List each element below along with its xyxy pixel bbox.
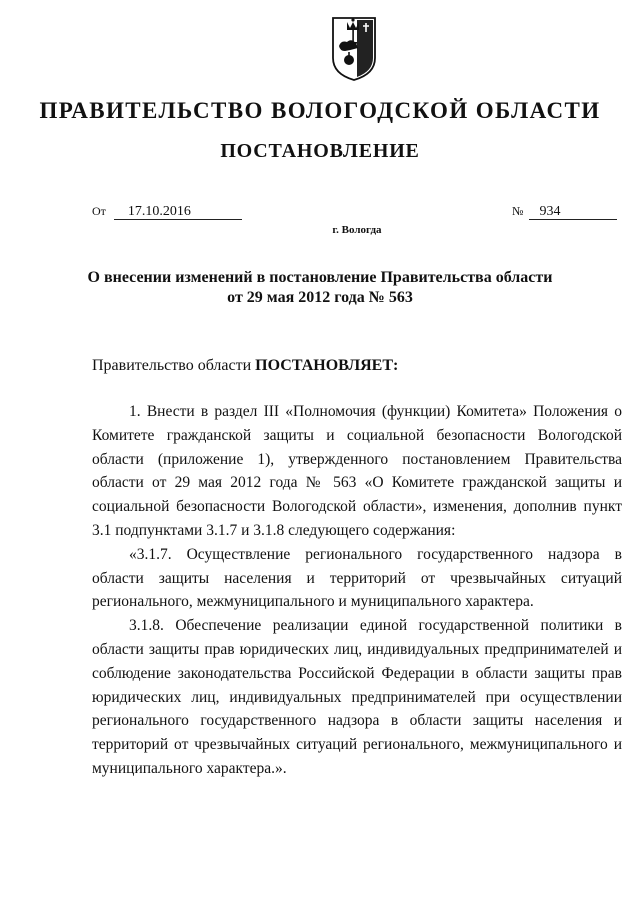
government-title: ПРАВИТЕЛЬСТВО ВОЛОГОДСКОЙ ОБЛАСТИ [39, 98, 601, 123]
date-value: 17.10.2016 [114, 204, 242, 220]
preamble [92, 357, 398, 375]
number-sign: № [512, 204, 524, 218]
document-body [92, 400, 622, 781]
paragraph: 1. Внести в раздел III «Полномочия (функции) Комитета» Положения о Комитете гражданской защиты и социальной безопасности Вологодской области (приложение 1), утвержденного постановлением Правительства области от 29 мая 2012 года № 563 «О Комитете гражданской защиты и социальной безопасности Вологодской области», изменения, дополнив пункт 3.1 подпунктами 3.1.7 и 3.1.8 следующего содержания: [92, 403, 622, 539]
document-number [512, 204, 617, 220]
document-subject [0, 268, 640, 308]
preamble-text: Правительство области [92, 357, 256, 374]
subject-line-1: О внесении изменений в постановление Правительства области [87, 269, 553, 286]
coat-of-arms-icon [331, 16, 377, 82]
number-value: 934 [529, 204, 617, 220]
subject-line-2: от 29 мая 2012 года № 563 [227, 289, 413, 306]
paragraph: «3.1.7. Осуществление регионального государственного надзора в области защиты населения и территорий от чрезвычайных ситуаций регионального, межмуниципального и муниципального характера. [92, 545, 622, 611]
document-date [92, 204, 242, 220]
preamble-emphasis: ПОСТАНОВЛЯЕТ: [255, 357, 399, 374]
city: г. Вологда [332, 224, 382, 236]
date-prefix: От [92, 204, 106, 218]
document-type: ПОСТАНОВЛЕНИЕ [220, 140, 420, 162]
paragraph: 3.1.8. Обеспечение реализации единой государственной политики в области защиты прав юридических лиц, индивидуальных предпринимателей и соблюдение законодательства Российской Федерации в области защиты прав юридических лиц, индивидуальных предпринимателей при осуществлении регионального государственного надзора в области защиты населения и территорий от чрезвычайных ситуаций регионального, межмуниципального и муниципального характера.». [92, 617, 622, 777]
